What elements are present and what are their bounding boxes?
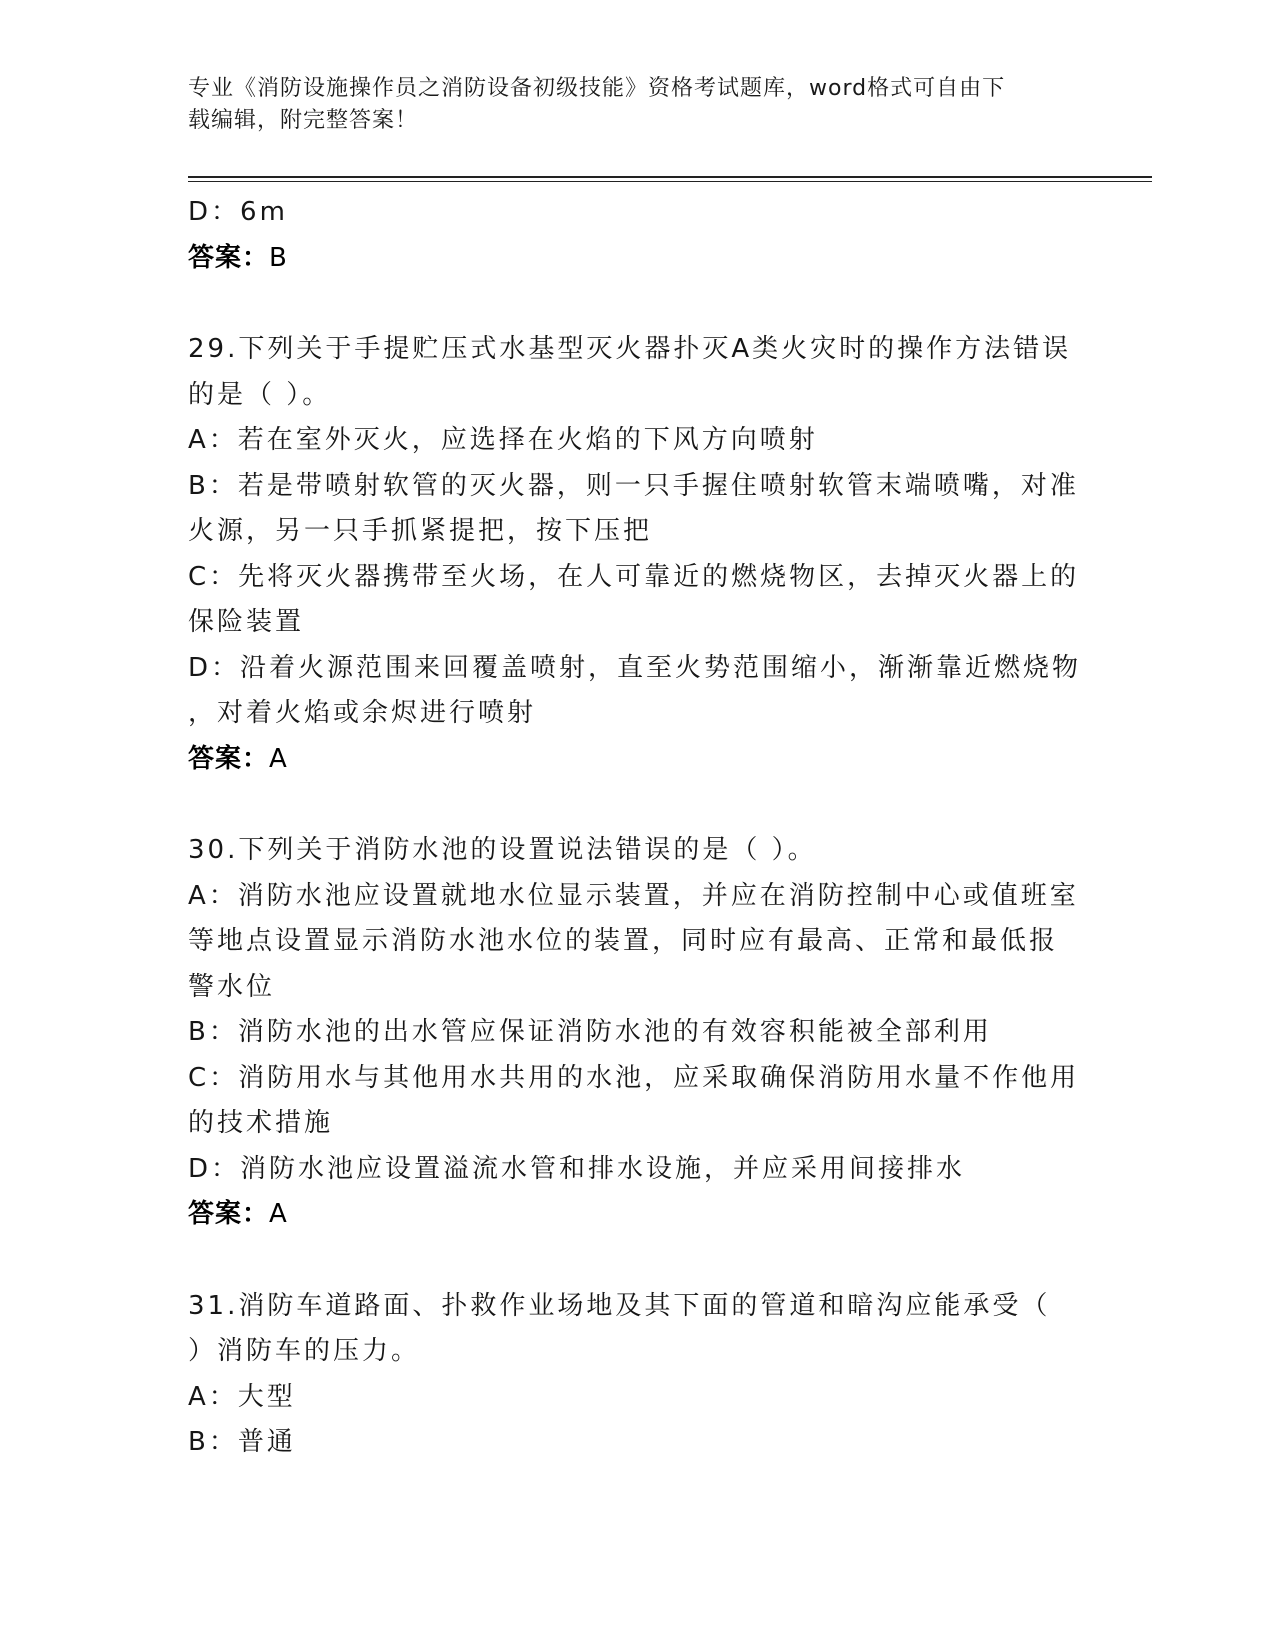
option-a: A：若在室外灭火，应选择在火焰的下风方向喷射 (188, 425, 818, 455)
spacer (188, 782, 1088, 828)
answer-value: B (269, 242, 288, 273)
question-29 (188, 327, 1088, 782)
question-stem: 30.下列关于消防水池的设置说法错误的是（ ）。 (188, 835, 817, 865)
option-c: C：消防用水与其他用水共用的水池，应采取确保消防用水量不作他用 (188, 1062, 1080, 1093)
option-d: D：6m (188, 197, 288, 227)
option-d: D：消防水池应设置溢流水管和排水设施，并应采用间接排水 (188, 1153, 966, 1184)
header-line-2: 载编辑，附完整答案！ (188, 108, 419, 133)
answer-line (188, 1192, 1088, 1238)
option-a: 等地点设置显示消防水池水位的装置，同时应有最高、正常和最低报 (188, 926, 1059, 956)
answer-value: A (269, 743, 288, 774)
option-d: D：沿着火源范围来回覆盖喷射，直至火势范围缩小，渐渐靠近燃烧物 (188, 652, 1082, 683)
question-stem: ）消防车的压力。 (188, 1336, 421, 1366)
answer-label: 答案： (188, 743, 270, 774)
option-d: ，对着火焰或余烬进行喷射 (188, 698, 537, 728)
spacer (188, 281, 1088, 327)
question-30 (188, 828, 1088, 1238)
question-31 (188, 1284, 1088, 1466)
option-b: B：消防水池的出水管应保证消防水池的有效容积能被全部利用 (188, 1017, 992, 1047)
option-a: A：消防水池应设置就地水位显示装置，并应在消防控制中心或值班室 (188, 880, 1079, 911)
question-stem: 的是（ ）。 (188, 379, 332, 410)
option-c: 保险装置 (188, 607, 305, 637)
option-b: B：若是带喷射软管的灭火器，则一只手握住喷射软管末端喷嘴，对准 (188, 470, 1079, 501)
option-b: 火源，另一只手抓紧提把，按下压把 (188, 516, 653, 546)
page-header (188, 73, 1068, 137)
option-c: C：先将灭火器携带至火场，在人可靠近的燃烧物区，去掉灭火器上的 (188, 561, 1080, 592)
question-list (188, 190, 1088, 1466)
option-a: 警水位 (188, 971, 276, 1002)
answer-label: 答案： (188, 242, 270, 273)
answer-line (188, 236, 1088, 282)
spacer (188, 1238, 1088, 1284)
option-a: A：大型 (188, 1381, 296, 1412)
option-c: 的技术措施 (188, 1108, 334, 1138)
header-divider (188, 176, 1152, 182)
answer-label: 答案： (188, 1199, 270, 1229)
question-stem: 31.消防车道路面、扑救作业场地及其下面的管道和暗沟应能承受（ (188, 1290, 1051, 1321)
question-stem: 29.下列关于手提贮压式水基型灭火器扑灭A类火灾时的操作方法错误 (188, 334, 1072, 364)
option-b: B：普通 (188, 1427, 296, 1457)
question-28-tail (188, 190, 1088, 281)
header-line-1: 专业《消防设施操作员之消防设备初级技能》资格考试题库，word格式可自由下 (188, 76, 1006, 101)
answer-value: A (269, 1199, 288, 1229)
answer-line (188, 737, 1088, 783)
